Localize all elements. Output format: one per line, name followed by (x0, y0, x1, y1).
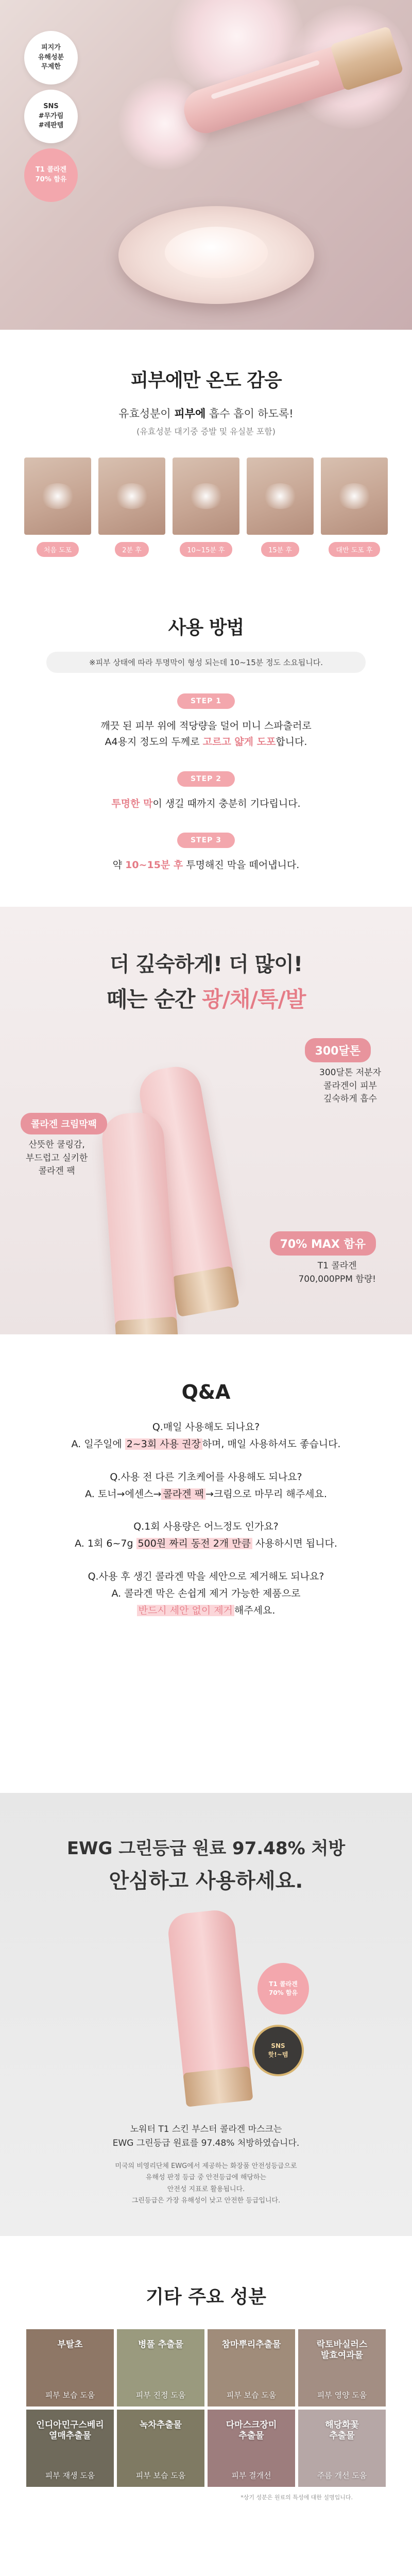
ingredient-card: 부탈초 피부 보습 도움 (26, 2329, 114, 2406)
step-text: 투명한 막이 생길 때까지 충분히 기다립니다. (111, 798, 301, 809)
question: Q.1회 사용량은 어느정도 인가요? (133, 1521, 279, 1532)
usage-step-3 (0, 833, 412, 873)
ingredient-card: 병풀 추출물 피부 진정 도움 (117, 2329, 204, 2406)
section-title: 피부에만 온도 감응 (130, 370, 282, 391)
ingredients-grid (0, 2329, 412, 2487)
hand-image (173, 457, 239, 535)
step-label: 처음 도포 (37, 542, 79, 557)
texture-step (247, 457, 314, 557)
texture-step (98, 457, 165, 557)
cream-bowl-image (118, 206, 314, 304)
ingredient-card: 녹차추출물 피부 보습 도움 (117, 2410, 204, 2487)
ewg-section (0, 1793, 412, 2236)
texture-step (173, 457, 239, 557)
tag-desc: 300달톤 저분자 콜라겐이 피부 깊숙하게 흡수 (319, 1067, 381, 1104)
promo-title: 더 깊숙하게! 더 많이! (109, 953, 303, 976)
usage-note: ※피부 상태에 따라 투명막이 형성 되는데 10~15분 정도 소요됩니다. (46, 652, 366, 673)
ingredient-card: 참마뿌리추출물 피부 보습 도움 (208, 2329, 295, 2406)
step-label: 2분 후 (115, 542, 149, 557)
product-tube-image (166, 1908, 251, 2084)
qna-item (0, 1469, 412, 1503)
sns-badge: SNS 핫!~템 (252, 2025, 304, 2076)
step-pill: STEP 3 (177, 833, 235, 848)
answer: A. 일주일에 2~3회 사용 권장 하며, 매일 사용하셔도 좋습니다. (71, 1438, 341, 1450)
ewg-title: EWG 그린등급 원료 97.48% 처방 (66, 1838, 346, 1859)
step-pill: STEP 1 (177, 693, 235, 709)
qna-section (0, 1334, 412, 1793)
section-note: (유효성분 대기중 증발 및 유실분 포함) (136, 427, 276, 436)
answer: A. 콜라겐 막은 손쉽게 제거 가능한 제품으로 반드시 세안 없이 제거 해주세요. (111, 1587, 301, 1616)
ewg-subtitle: 안심하고 사용하세요. (109, 1869, 303, 1893)
ingredient-card: 인디아민구스베리 열매추출물 피부 재생 도움 (26, 2410, 114, 2487)
hero-badge-free: 피지가 유해성분 무제한 (24, 31, 78, 84)
question: Q.매일 사용해도 되나요? (152, 1421, 260, 1433)
section-title: Q&A (181, 1381, 231, 1403)
ingredient-card: 락토바실러스 발효여과물 피부 영양 도움 (298, 2329, 386, 2406)
ingredient-card: 해당화꽃 추출물 주름 개선 도움 (298, 2410, 386, 2487)
answer: A. 토너→에센스→ 콜라겐 팩 →크림으로 마무리 해주세요. (85, 1488, 327, 1500)
usage-step-2 (0, 771, 412, 812)
ingredients-section (0, 2236, 412, 2576)
promo-subtitle: 떼는 순간 광/채/톡/발 (106, 987, 306, 1012)
qna-item (0, 1568, 412, 1620)
ewg-description: 노워터 T1 스킨 부스터 콜라겐 마스크는 EWG 그린등급 원료를 97.48% 처방하였습니다. 미국의 비영리단체 EWG에서 제공하는 화장품 안전성등급으로 유해성 판정 등급 중 안전등급에 해당하는 안전성 지표로 활용됩니다. 그린등급은 가장 유해성이 낮고 안전한 등급입니다. (112, 2124, 300, 2205)
hero-badge-collagen: T1 콜라겐 70% 함유 (24, 148, 78, 202)
tag-desc: 산뜻한 쿨링감, 부드럽고 실키한 콜라겐 팩 (26, 1140, 88, 1176)
hand-image (24, 457, 91, 535)
hero-badge-sns: SNS #무가림 #레판템 (24, 90, 78, 143)
qna-item (0, 1419, 412, 1453)
promo-section (0, 907, 412, 1334)
tag-70-max: 70% MAX 함유 (270, 1231, 376, 1256)
tag-collagen-cream: 콜라겐 크림막팩 (21, 1113, 107, 1134)
section-title: 사용 방법 (168, 617, 244, 638)
step-label: 10~15분 후 (180, 542, 232, 557)
usage-step-1 (0, 693, 412, 751)
question: Q.사용 후 생긴 콜라겐 막을 세안으로 제거해도 되나요? (88, 1570, 324, 1582)
qna-item (0, 1518, 412, 1553)
step-text: 약 10~15분 후 투명해진 막을 떼어냅니다. (112, 859, 300, 871)
hero-section (0, 0, 412, 330)
ingredients-footnote: *상기 성분은 원료의 특성에 대한 설명입니다. (241, 2494, 353, 2501)
collagen-badge: T1 콜라겐 70% 함유 (258, 1963, 309, 2014)
temperature-section (0, 330, 412, 598)
answer: A. 1회 6~7g 500원 짜리 동전 2개 만큼 사용하시면 됩니다. (75, 1538, 337, 1550)
texture-step (24, 457, 91, 557)
section-subtitle: 유효성분이 피부에 흡수 흡이 하도록! (118, 408, 294, 420)
hand-image (321, 457, 388, 535)
ingredient-card: 다마스크장미 추출물 피부 결개선 (208, 2410, 295, 2487)
hero-badges (23, 31, 79, 202)
step-label: 15분 후 (261, 542, 299, 557)
hand-image (247, 457, 314, 535)
step-pill: STEP 2 (177, 771, 235, 787)
question: Q.사용 전 다른 기초케어를 사용해도 되나요? (110, 1471, 302, 1483)
texture-step (321, 457, 388, 557)
step-label: 대반 도포 후 (329, 542, 380, 557)
tag-desc: T1 콜라겐 700,000PPM 함량! (298, 1261, 376, 1284)
section-title: 기타 주요 성분 (146, 2286, 266, 2308)
hand-image (98, 457, 165, 535)
how-to-use-section (0, 598, 412, 907)
tag-300-dalton: 300달톤 (305, 1038, 371, 1062)
texture-steps (0, 457, 412, 557)
step-text: 깨끗 된 피부 위에 적당량을 덜어 미니 스파출러로 A4용지 정도의 두께로 고르고 얇게 도포합니다. (100, 720, 312, 748)
